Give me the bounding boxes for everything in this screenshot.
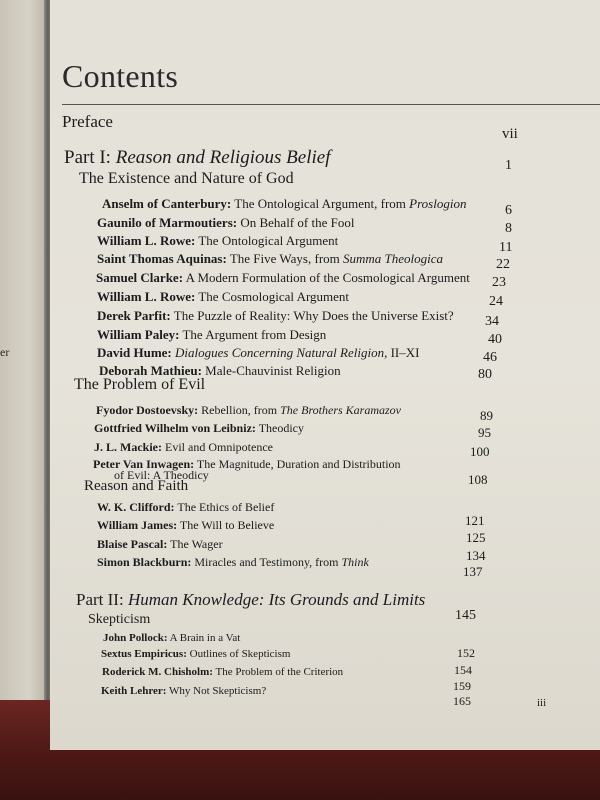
entry-title-italic: Proslogion bbox=[409, 196, 467, 211]
part2-page: 145 bbox=[455, 608, 476, 623]
entry-title: Why Not Skepticism? bbox=[169, 685, 267, 697]
toc-entry bbox=[97, 308, 454, 324]
part1-title: Reason and Religious Belief bbox=[115, 147, 331, 168]
entry-title: Miracles and Testimony, from bbox=[194, 555, 342, 569]
section-heading: The Existence and Nature of God bbox=[79, 170, 294, 187]
toc-entry bbox=[97, 537, 223, 552]
toc-entry bbox=[97, 500, 274, 515]
entry-author: Keith Lehrer: bbox=[101, 685, 167, 697]
entry-author: William Paley: bbox=[97, 327, 180, 342]
part1-heading bbox=[64, 147, 330, 169]
entry-page-number: 34 bbox=[485, 314, 499, 329]
toc-entry bbox=[96, 270, 470, 286]
entry-title-italic: The Brothers Karamazov bbox=[280, 403, 401, 417]
preface-page: vii bbox=[502, 126, 518, 142]
toc-entry bbox=[101, 685, 266, 697]
toc-entry bbox=[97, 555, 369, 570]
entry-author: Saint Thomas Aquinas: bbox=[97, 251, 227, 266]
entry-author: John Pollock: bbox=[103, 632, 168, 644]
toc-entry bbox=[97, 251, 443, 267]
entry-title: The Ontological Argument, from bbox=[234, 196, 410, 211]
entry-title: Theodicy bbox=[258, 421, 305, 435]
toc-entry bbox=[97, 215, 354, 231]
toc-entry bbox=[103, 632, 240, 644]
entry-page-number: 8 bbox=[505, 221, 512, 236]
entry-title-italic: Summa Theologica bbox=[343, 251, 444, 266]
entry-title: A Modern Formulation of the Cosmological Argument bbox=[185, 270, 470, 285]
entry-title-suffix: II–XI bbox=[387, 345, 420, 360]
entry-author: William James: bbox=[97, 518, 178, 532]
toc-entry bbox=[94, 421, 304, 436]
entry-author: David Hume: bbox=[97, 345, 172, 360]
part2-heading bbox=[76, 590, 425, 610]
entry-author: Roderick M. Chisholm: bbox=[102, 666, 213, 678]
section-heading: The Problem of Evil bbox=[74, 376, 206, 393]
entry-page-number: 125 bbox=[466, 530, 486, 545]
entry-title: Evil and Omnipotence bbox=[165, 440, 273, 454]
entry-page-number: 46 bbox=[483, 350, 497, 365]
entry-title: The Argument from Design bbox=[182, 327, 327, 342]
entry-page-number: 24 bbox=[489, 294, 503, 309]
entry-page-number: 154 bbox=[454, 663, 472, 677]
toc-entry bbox=[96, 403, 401, 418]
entry-title: The Magnitude, Duration and Distribution bbox=[196, 457, 401, 471]
toc-entry bbox=[97, 327, 326, 343]
section-heading: Reason and Faith bbox=[84, 478, 189, 494]
entry-page-number: 121 bbox=[465, 513, 485, 528]
entry-author: W. K. Clifford: bbox=[97, 500, 175, 514]
entry-author: Simon Blackburn: bbox=[97, 555, 192, 569]
entry-author: William L. Rowe: bbox=[97, 233, 196, 248]
entry-title-italic: Think bbox=[341, 555, 369, 569]
entry-title: Male-Chauvinist Religion bbox=[205, 363, 341, 378]
part1-page: 1 bbox=[505, 158, 512, 173]
entry-author: Peter Van Inwagen: bbox=[93, 457, 195, 471]
toc-entry bbox=[97, 233, 338, 249]
entry-page-number: 152 bbox=[457, 646, 475, 660]
entry-title-italic: Dialogues Concerning Natural Religion, bbox=[175, 345, 388, 360]
toc-entry bbox=[97, 518, 274, 533]
entry-page-number: 100 bbox=[470, 444, 490, 459]
page-title: Contents bbox=[62, 58, 179, 94]
entry-page-number: 165 bbox=[453, 694, 471, 708]
entry-page-number: 22 bbox=[496, 257, 510, 272]
toc-entry bbox=[101, 648, 290, 660]
preface-label: Preface bbox=[62, 112, 113, 131]
entry-page-number: 89 bbox=[480, 408, 493, 423]
entry-title: The Ethics of Belief bbox=[177, 500, 275, 514]
part1-prefix: Part I: bbox=[64, 147, 116, 168]
entry-page-number: 159 bbox=[453, 679, 471, 693]
entry-title: The Puzzle of Reality: Why Does the Universe Exist? bbox=[173, 308, 454, 323]
entry-title: The Wager bbox=[170, 537, 223, 551]
toc-entry bbox=[97, 289, 349, 305]
entry-author: Sextus Empiricus: bbox=[101, 648, 187, 660]
entry-title: A Brain in a Vat bbox=[169, 632, 241, 644]
entry-page-number: 108 bbox=[468, 472, 488, 487]
toc-entry bbox=[102, 666, 343, 678]
entry-page-number: 95 bbox=[478, 425, 491, 440]
entry-page-number: 134 bbox=[466, 548, 486, 563]
toc-entry bbox=[99, 363, 341, 379]
entry-title: The Five Ways, from bbox=[229, 251, 344, 266]
entry-title: On Behalf of the Fool bbox=[240, 215, 355, 230]
entry-author: Samuel Clarke: bbox=[96, 270, 184, 285]
entry-author: Anselm of Canterbury: bbox=[102, 196, 232, 211]
toc-entry bbox=[102, 196, 466, 212]
entry-author: J. L. Mackie: bbox=[94, 440, 162, 454]
entry-title: Outlines of Skepticism bbox=[189, 648, 291, 660]
entry-page-number: 40 bbox=[488, 332, 502, 347]
entry-title: The Cosmological Argument bbox=[198, 289, 350, 304]
part2-prefix: Part II: bbox=[76, 590, 128, 609]
previous-page-fragment: er bbox=[0, 345, 10, 359]
entry-author: Gottfried Wilhelm von Leibniz: bbox=[94, 421, 256, 435]
entry-page-number: 137 bbox=[463, 564, 483, 579]
entry-title: The Will to Believe bbox=[179, 518, 275, 532]
entry-page-number: 6 bbox=[505, 203, 512, 218]
entry-author: Derek Parfit: bbox=[97, 308, 171, 323]
entry-author: Blaise Pascal: bbox=[97, 537, 168, 551]
entry-title-continued: of Evil: A Theodicy bbox=[114, 468, 209, 482]
previous-page bbox=[0, 0, 48, 770]
entry-author: Fyodor Dostoevsky: bbox=[96, 403, 199, 417]
entry-title: The Ontological Argument bbox=[198, 233, 339, 248]
toc-entry bbox=[97, 345, 419, 361]
entry-page-number: 80 bbox=[478, 367, 492, 382]
contents-page bbox=[50, 0, 600, 750]
entry-page-number: 11 bbox=[499, 240, 513, 255]
entry-author: William L. Rowe: bbox=[97, 289, 196, 304]
entry-page-number: 23 bbox=[492, 275, 506, 290]
entry-author: Deborah Mathieu: bbox=[99, 363, 202, 378]
entry-title: The Problem of the Criterion bbox=[215, 666, 344, 678]
section-heading: Skepticism bbox=[88, 612, 151, 627]
title-rule bbox=[62, 104, 600, 105]
entry-title: Rebellion, from bbox=[201, 403, 281, 417]
part2-title: Human Knowledge: Its Grounds and Limits bbox=[127, 590, 426, 609]
entry-author: Gaunilo of Marmoutiers: bbox=[97, 215, 238, 230]
toc-entry bbox=[94, 440, 273, 455]
page-number: iii bbox=[537, 697, 547, 709]
